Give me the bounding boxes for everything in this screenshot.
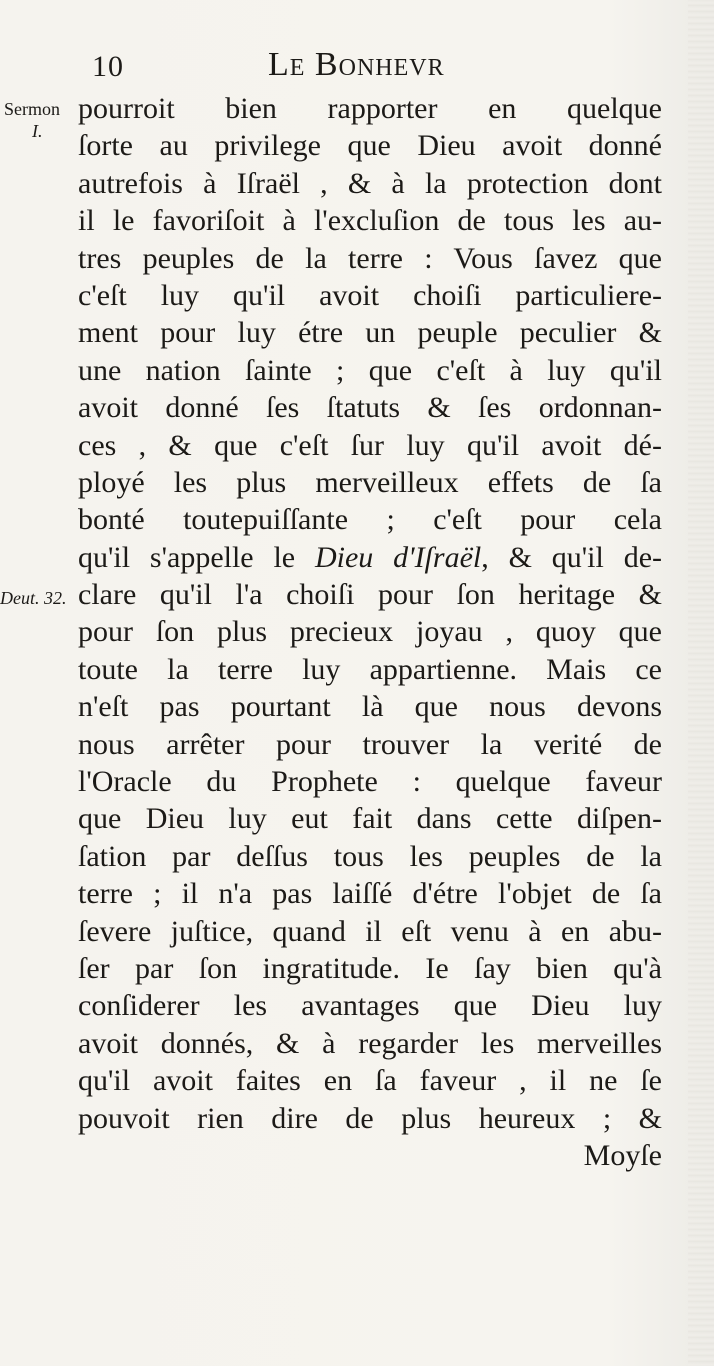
text-line: l'Oracle du Prophete : quelque faveur xyxy=(78,765,662,799)
text-line: pouvoit rien dire de plus heureux ; & xyxy=(78,1101,662,1135)
catchword: Moyſe xyxy=(583,1138,662,1172)
text-line: ſer par ſon ingratitude. Ie ſay bien qu'à xyxy=(78,951,662,985)
text-line: tres peuples de la terre : Vous ſavez que xyxy=(78,241,662,275)
margin-note-sermon-label: Sermon xyxy=(4,99,60,119)
text-line: bonté toutepuiſſante ; c'eſt pour cela xyxy=(78,503,662,537)
page-header xyxy=(0,46,714,90)
text-line: ment pour luy étre un peuple peculier & xyxy=(78,316,662,350)
text-line: clare qu'il l'a choiſi pour ſon heritage & xyxy=(78,578,662,612)
deut-line-after: , & qu'il de- xyxy=(481,540,663,574)
text-line: qu'il avoit faites en ſa faveur , il ne ſe xyxy=(78,1064,662,1098)
page-gutter xyxy=(688,0,714,1366)
text-line: ces , & que c'eſt ſur luy qu'il avoit dé- xyxy=(78,428,662,462)
text-line: que Dieu luy eut fait dans cette diſpen- xyxy=(78,802,662,836)
text-line: il le favoriſoit à l'excluſion de tous les au- xyxy=(78,204,662,238)
margin-note-deut-reference: Deut. 32. xyxy=(0,588,67,608)
running-head: Le Bonhevr xyxy=(268,46,445,83)
text-line: toute la terre luy appartienne. Mais ce xyxy=(78,652,662,686)
page-number: 10 xyxy=(92,50,124,83)
text-line: c'eſt luy qu'il avoit choiſi particuliere- xyxy=(78,278,662,312)
text-line: une nation ſainte ; que c'eſt à luy qu'il xyxy=(78,353,662,387)
text-line-deut xyxy=(78,539,662,576)
text-line: pour ſon plus precieux joyau , quoy que xyxy=(78,615,662,649)
text-line: n'eſt pas pourtant là que nous devons xyxy=(78,690,662,724)
text-line: pourroit bien rapporter en quelque xyxy=(78,92,662,125)
deut-line-italic: Dieu d'Iſraël xyxy=(314,540,482,574)
text-line: ſevere juſtice, quand il eſt venu à en abu- xyxy=(78,914,662,948)
text-line: nous arrêter pour trouver la verité de xyxy=(78,727,662,761)
text-line: conſiderer les avantages que Dieu luy xyxy=(78,989,662,1023)
text-line: ſorte au privilege que Dieu avoit donné xyxy=(78,129,662,163)
text-line: ployé les plus merveilleux effets de ſa xyxy=(78,465,662,499)
margin-note-sermon xyxy=(4,98,60,142)
text-line: terre ; il n'a pas laiſſé d'étre l'objet de ſa xyxy=(78,877,662,911)
text-line: autrefois à Iſraël , & à la protection dont xyxy=(78,166,662,200)
body-text xyxy=(78,90,662,1174)
text-line: ſation par deſſus tous les peuples de la xyxy=(78,839,662,873)
deut-line-before: qu'il s'appelle le xyxy=(78,540,315,574)
text-line: avoit donnés, & à regarder les merveilles xyxy=(78,1026,662,1060)
margin-note-sermon-number: I. xyxy=(32,121,43,141)
text-line: avoit donné ſes ſtatuts & ſes ordonnan- xyxy=(78,391,662,425)
